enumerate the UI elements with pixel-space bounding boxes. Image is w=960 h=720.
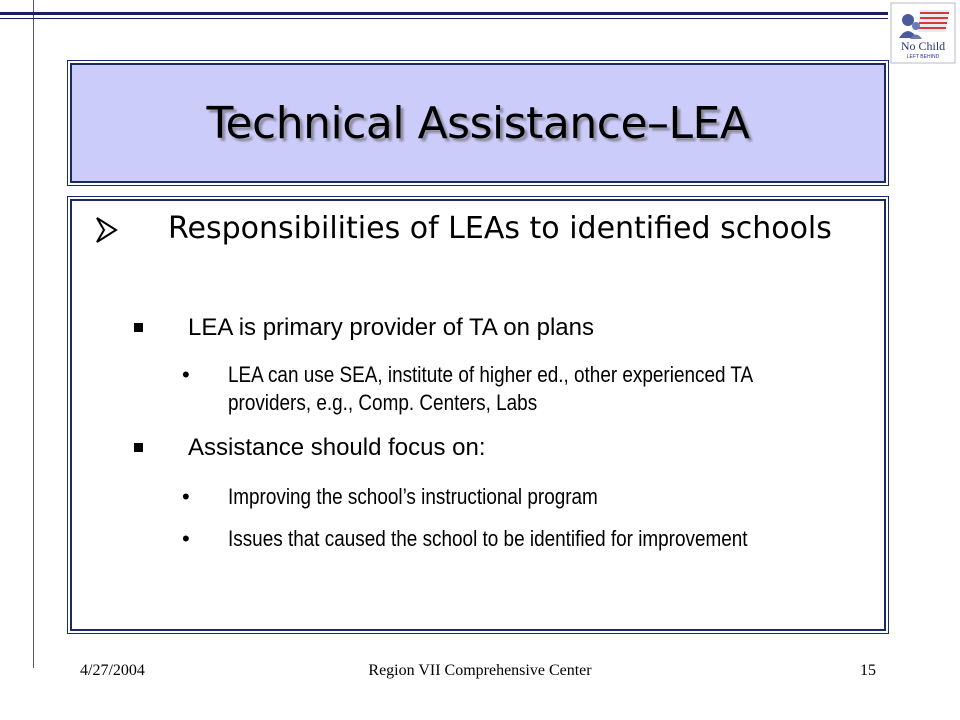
detail-bullet-text: Issues that caused the school to be identified for improvement [228,526,748,551]
detail-bullet [182,483,822,511]
decorative-horizontal-line-top [0,12,888,15]
sub-bullet [134,313,854,343]
arrow-bullet-icon [92,215,122,245]
square-bullet-icon [134,443,143,452]
title-box [70,63,886,183]
sub-bullet [134,433,854,463]
sub-bullet-text: LEA is primary provider of TA on plans [188,314,594,341]
slide-title: Technical Assistance–LEA [206,97,750,149]
page-number: 15 [860,662,876,679]
decorative-horizontal-line-bottom [0,18,888,19]
logo-text-line1: No Child [900,39,946,53]
footer-center-text: Region VII Comprehensive Center [368,662,592,679]
detail-bullet [182,525,822,553]
content-box [70,199,886,631]
dot-bullet-icon: • [182,526,190,551]
detail-bullet-text: Improving the school’s instructional program [228,484,598,509]
main-bullet-text: Responsibilities of LEAs to identified schools [168,211,832,246]
sub-bullet-text: Assistance should focus on: [188,434,486,461]
main-bullet [92,211,852,247]
logo-text-line2: LEFT BEHIND [906,54,940,60]
flag-icon [918,10,950,32]
detail-bullet [182,361,822,417]
dot-bullet-icon: • [182,484,190,509]
no-child-left-behind-logo [890,2,956,64]
decorative-vertical-line [33,0,34,668]
footer-date: 4/27/2004 [80,662,145,679]
dot-bullet-icon: • [182,362,190,387]
detail-bullet-text: LEA can use SEA, institute of higher ed., other experienced TA providers, e.g., Comp. Centers, Labs [228,362,753,415]
square-bullet-icon [134,323,143,332]
